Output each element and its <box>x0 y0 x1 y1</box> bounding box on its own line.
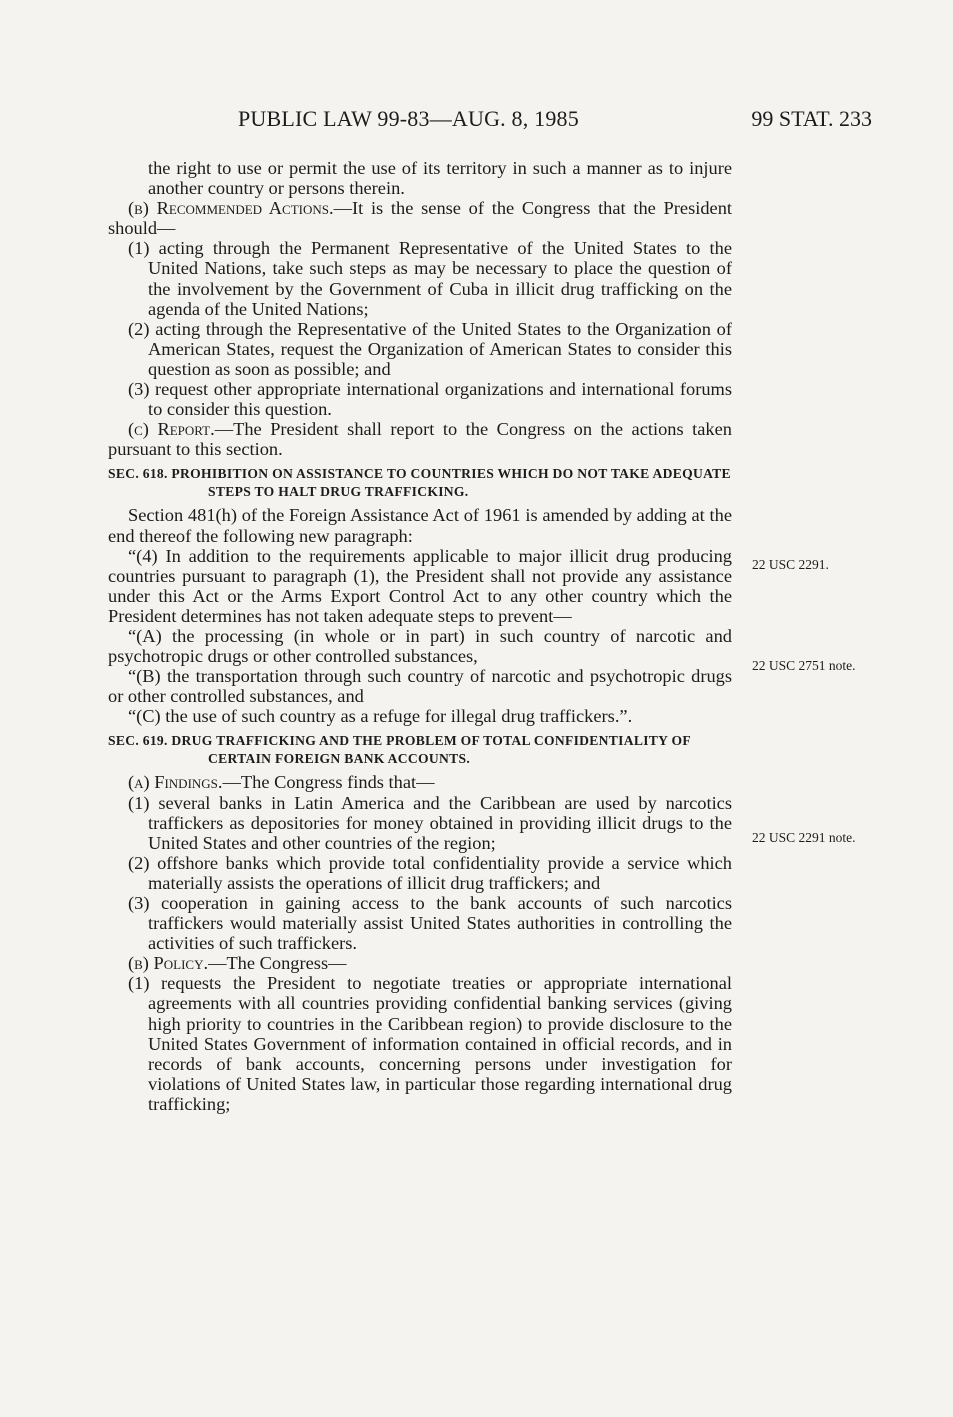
law-title: PUBLIC LAW 99-83—AUG. 8, 1985 <box>238 106 579 131</box>
paragraph: (3) cooperation in gaining access to the bank accounts of such narcotics traffickers would materially assist United States authorities in controlling the activities of such traffickers. <box>128 893 732 954</box>
subsection-label: (b) Recommended Actions. <box>128 198 334 219</box>
paragraph: the right to use or permit the use of its territory in such a manner as to injure another country or persons therein. <box>148 158 732 199</box>
paragraph: (2) acting through the Representative of the United States to the Organization of American States, request the Organization of American States to consider this question as soon as possible; and <box>128 318 732 379</box>
subsection-label: (b) Policy. <box>128 953 209 974</box>
paragraph: (1) requests the President to negotiate treaties or appropriate international agreements with all countries providing confidential banking services (giving high priority to countries in the Caribbean region) to provide disclosure to the United States Government of information contained in official records, and in records of bank accounts, concerning persons under investigation for violations of United States law, in particular those regarding international drug trafficking; <box>128 973 732 1114</box>
running-head <box>108 106 872 136</box>
section-heading-619: SEC. 619. DRUG TRAFFICKING AND THE PROBLEM OF TOTAL CONFIDENTIALITY OF CERTAIN FOREIGN BANK ACCOUNTS. <box>108 733 691 767</box>
paragraph: (3) request other appropriate international organizations and international forums to consider this question. <box>128 379 732 420</box>
subsection-label: (c) Report. <box>128 419 215 440</box>
paragraph: “(A) the processing (in whole or in part) in such country of narcotic and psychotropic drugs or other controlled substances, <box>108 625 732 667</box>
paragraph: “(4) In addition to the requirements applicable to major illicit drug producing countries pursuant to paragraph (1), the President shall not provide any assistance under this Act or the Arms Export Control Act to any other country which the President determines has not taken adequate steps to prevent— <box>108 545 732 626</box>
paragraph: “(C) the use of such country as a refuge for illegal drug traffickers.”. <box>128 706 633 727</box>
paragraph: (1) several banks in Latin America and the Caribbean are used by narcotics traffickers as depositories for money obtained in providing illicit drugs to the United States and other countries of the region; <box>128 792 732 853</box>
stat-page: 99 STAT. 233 <box>751 106 872 131</box>
paragraph: (1) acting through the Permanent Representative of the United States to the United Nations, take such steps as may be necessary to place the question of the involvement by the Government of Cuba in illicit drug trafficking on the agenda of the United Nations; <box>128 238 732 319</box>
paragraph <box>108 198 732 238</box>
body-text <box>108 158 732 1114</box>
paragraph <box>108 419 732 459</box>
margin-note-citation: 22 USC 2291 note. <box>752 830 856 845</box>
section-heading-618: SEC. 618. PROHIBITION ON ASSISTANCE TO COUNTRIES WHICH DO NOT TAKE ADEQUATE STEPS TO HALT DRUG TRAFFICKING. <box>108 466 731 500</box>
paragraph: Section 481(h) of the Foreign Assistance Act of 1961 is amended by adding at the end thereof the following new paragraph: <box>108 505 732 546</box>
paragraph: (2) offshore banks which provide total confidentiality provide a service which materially assists the operations of illicit drug traffickers; and <box>128 852 732 893</box>
subsection-label: (a) Findings. <box>128 772 223 793</box>
paragraph-text: —It is the sense of the Congress that the President should— <box>108 198 732 239</box>
paragraph <box>108 772 732 792</box>
paragraph-text: —The Congress finds that— <box>222 772 435 793</box>
paragraph: “(B) the transportation through such country of narcotic and psychotropic drugs or other controlled substances, and <box>108 666 732 707</box>
margin-note-citation: 22 USC 2751 note. <box>752 658 856 673</box>
paragraph-text: —The President shall report to the Congress on the actions taken pursuant to this section. <box>108 419 732 460</box>
paragraph <box>108 953 732 973</box>
margin-note-citation: 22 USC 2291. <box>752 557 829 572</box>
paragraph-text: —The Congress— <box>208 953 347 974</box>
